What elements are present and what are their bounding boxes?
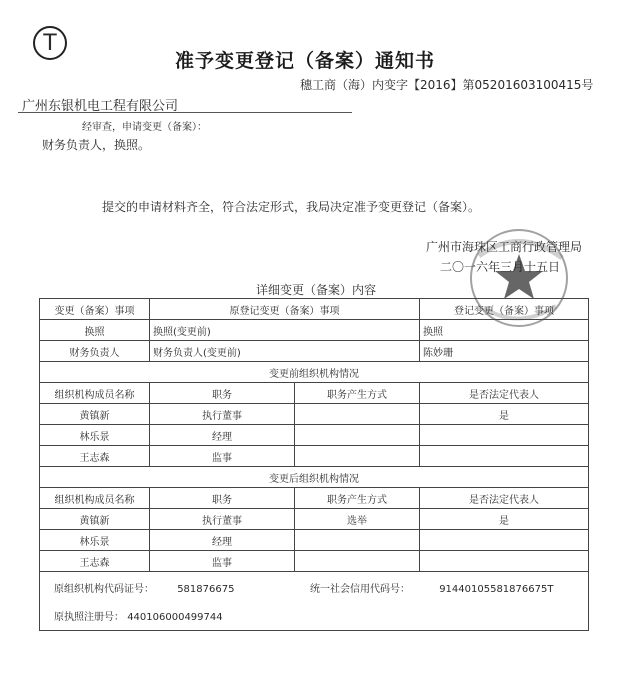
header-registered: 登记变更（备案）事项 xyxy=(420,299,589,320)
cell-method: 选举 xyxy=(295,509,420,530)
cell-legal-rep xyxy=(420,551,589,572)
cell-position: 监事 xyxy=(150,446,295,467)
section-title-row xyxy=(40,362,589,383)
table-header-row xyxy=(40,299,589,320)
credit-code-label: 统一社会信用代码号： xyxy=(310,584,410,595)
credit-code-value: 91440105581876675T xyxy=(439,584,554,595)
cell-after: 换照 xyxy=(420,320,589,341)
cell-position: 执行董事 xyxy=(150,509,295,530)
document-number: 穗工商（海）内变字【2016】第05201603100415号 xyxy=(300,78,594,92)
table-row xyxy=(40,425,589,446)
col-member: 组织机构成员名称 xyxy=(40,488,150,509)
table-row xyxy=(40,446,589,467)
company-underline xyxy=(18,112,352,113)
license-value: 440106000499744 xyxy=(127,612,223,623)
col-method: 职务产生方式 xyxy=(295,383,420,404)
cell-item: 换照 xyxy=(40,320,150,341)
col-legal-rep: 是否法定代表人 xyxy=(420,488,589,509)
org-code xyxy=(54,580,234,595)
section-title-row xyxy=(40,467,589,488)
org-code-label: 原组织机构代码证号： xyxy=(54,584,154,595)
cell-method xyxy=(295,551,420,572)
cell-member: 林乐景 xyxy=(40,425,150,446)
review-statement: 经审查，申请变更（备案）： xyxy=(82,122,207,133)
table-row xyxy=(40,320,589,341)
cell-item: 财务负责人 xyxy=(40,341,150,362)
cell-before: 换照(变更前) xyxy=(150,320,420,341)
col-member: 组织机构成员名称 xyxy=(40,383,150,404)
table-row xyxy=(40,551,589,572)
after-section-title: 变更后组织机构情况 xyxy=(40,467,589,488)
before-section-title: 变更前组织机构情况 xyxy=(40,362,589,383)
change-details-table xyxy=(39,298,589,631)
detail-section-title: 详细变更（备案）内容 xyxy=(256,283,377,297)
issuing-bureau: 广州市海珠区工商行政管理局 xyxy=(426,240,583,254)
cell-legal-rep xyxy=(420,530,589,551)
section-header-row xyxy=(40,383,589,404)
circled-t-mark: T xyxy=(33,26,67,60)
cell-method xyxy=(295,446,420,467)
cell-position: 经理 xyxy=(150,425,295,446)
cell-position: 经理 xyxy=(150,530,295,551)
cell-method xyxy=(295,530,420,551)
cell-legal-rep xyxy=(420,446,589,467)
change-items: 财务负责人，换照。 xyxy=(42,138,151,152)
table-row xyxy=(40,509,589,530)
header-original: 原登记变更（备案）事项 xyxy=(150,299,420,320)
cell-member: 王志森 xyxy=(40,446,150,467)
cell-before: 财务负责人(变更前) xyxy=(150,341,420,362)
company-name: 广州东银机电工程有限公司 xyxy=(22,99,179,114)
document-title: 准予变更登记（备案）通知书 xyxy=(175,50,436,72)
header-item: 变更（备案）事项 xyxy=(40,299,150,320)
cell-legal-rep: 是 xyxy=(420,404,589,425)
cell-position: 监事 xyxy=(150,551,295,572)
col-position: 职务 xyxy=(150,488,295,509)
org-code-value: 581876675 xyxy=(177,584,235,595)
license-number xyxy=(54,608,223,623)
col-legal-rep: 是否法定代表人 xyxy=(420,383,589,404)
cell-after: 陈妙珊 xyxy=(420,341,589,362)
approval-statement: 提交的申请材料齐全，符合法定形式，我局决定准予变更登记（备案）。 xyxy=(102,200,481,214)
cell-method xyxy=(295,404,420,425)
table-row xyxy=(40,404,589,425)
cell-position: 执行董事 xyxy=(150,404,295,425)
cell-method xyxy=(295,425,420,446)
table-row xyxy=(40,530,589,551)
section-header-row xyxy=(40,488,589,509)
issue-date: 二〇一六年三月十五日 xyxy=(440,260,561,274)
col-position: 职务 xyxy=(150,383,295,404)
cell-member: 王志森 xyxy=(40,551,150,572)
license-label: 原执照注册号： xyxy=(54,612,124,623)
footer-row xyxy=(40,572,589,631)
cell-member: 林乐景 xyxy=(40,530,150,551)
cell-legal-rep: 是 xyxy=(420,509,589,530)
credit-code xyxy=(310,580,553,595)
cell-member: 黄镇新 xyxy=(40,509,150,530)
col-method: 职务产生方式 xyxy=(295,488,420,509)
footer-cell xyxy=(40,572,589,631)
cell-member: 黄镇新 xyxy=(40,404,150,425)
cell-legal-rep xyxy=(420,425,589,446)
table-row xyxy=(40,341,589,362)
